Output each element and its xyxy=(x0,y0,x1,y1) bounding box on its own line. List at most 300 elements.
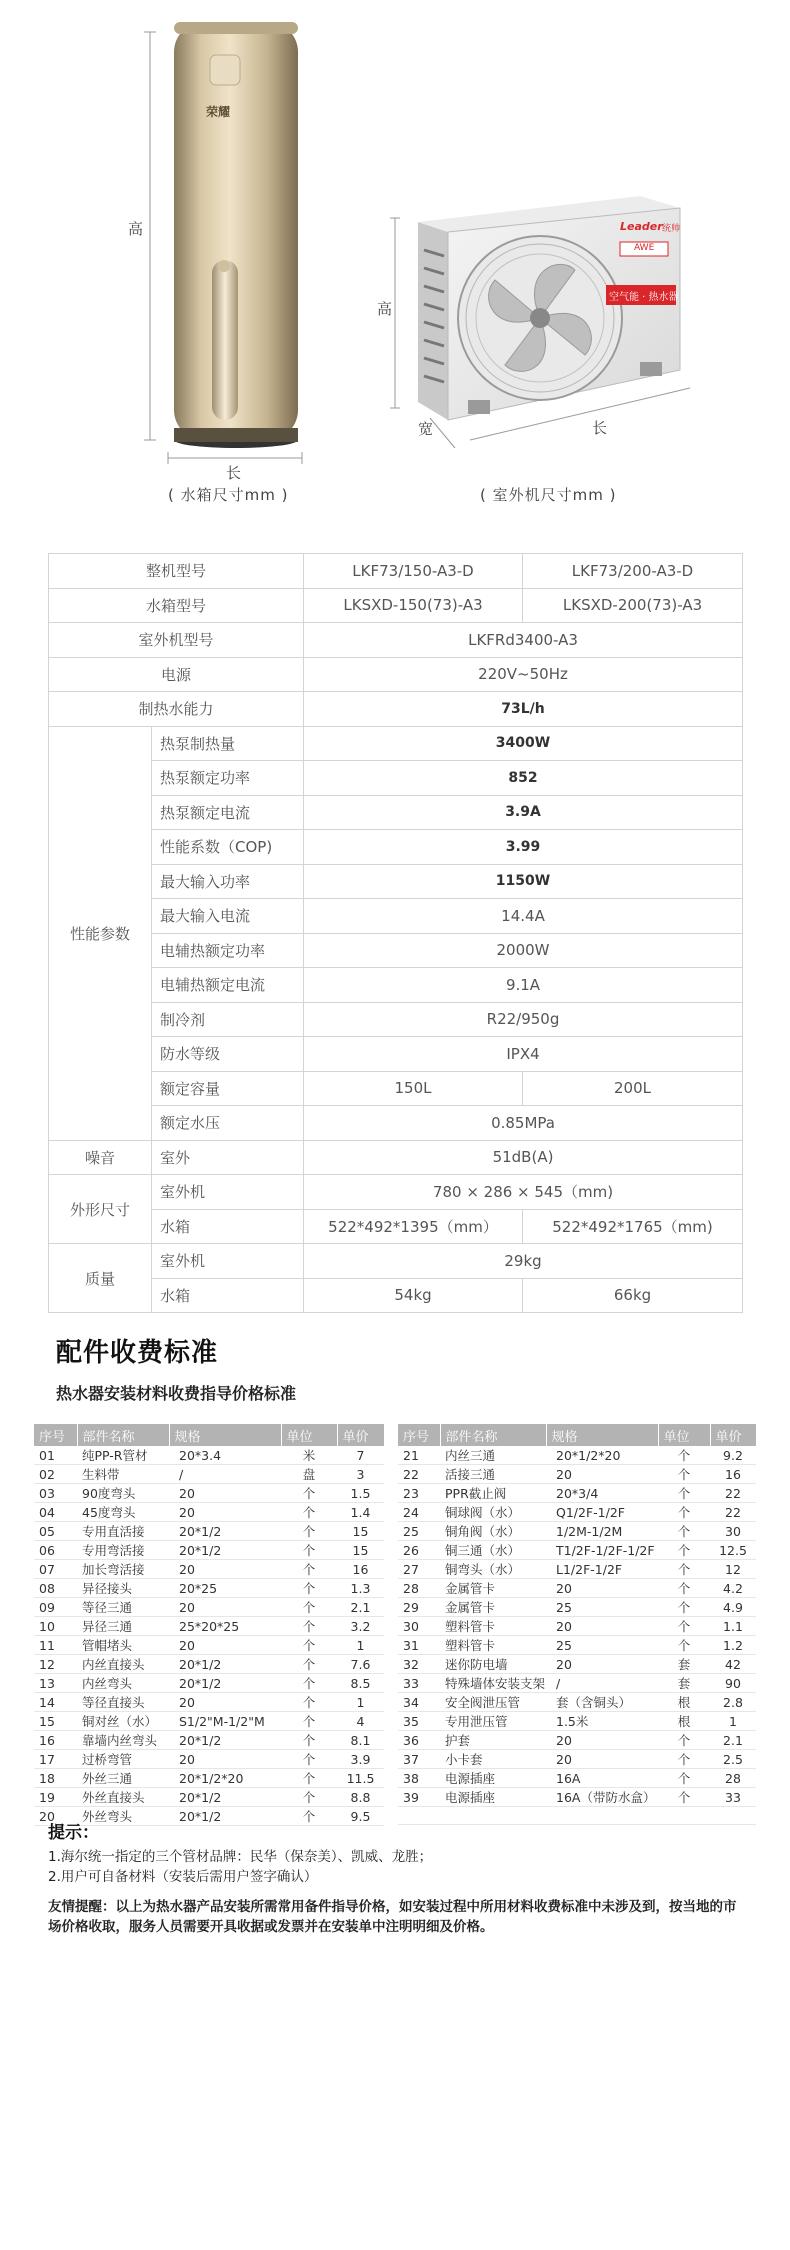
table-row xyxy=(34,1560,384,1579)
part-no: 11 xyxy=(34,1636,77,1655)
table-row xyxy=(398,1617,756,1636)
part-unit: 个 xyxy=(658,1788,710,1807)
parts-table-right xyxy=(398,1424,757,1825)
header-cell: 单价 xyxy=(337,1424,384,1446)
part-price: 15 xyxy=(337,1522,384,1541)
table-row xyxy=(398,1769,756,1788)
table-row xyxy=(34,1750,384,1769)
table-row xyxy=(34,1674,384,1693)
part-unit: 根 xyxy=(658,1712,710,1731)
part-price: 30 xyxy=(710,1522,756,1541)
part-no: 33 xyxy=(398,1674,440,1693)
perf-value: 3.9A xyxy=(304,795,743,830)
mass-tank-label: 水箱 xyxy=(152,1278,304,1313)
size-tank-2: 522*492*1765（mm) xyxy=(523,1209,743,1244)
part-no: 21 xyxy=(398,1446,440,1465)
perf-value: 9.1A xyxy=(304,968,743,1003)
part-no: 09 xyxy=(34,1598,77,1617)
accessories-title: 配件收费标准 xyxy=(56,1338,219,1368)
part-name: 铜三通（水） xyxy=(440,1541,546,1560)
perf-value: IPX4 xyxy=(304,1037,743,1072)
part-name: 内丝三通 xyxy=(440,1446,546,1465)
part-spec: 20 xyxy=(169,1636,281,1655)
table-row xyxy=(398,1636,756,1655)
part-name: 过桥弯管 xyxy=(77,1750,169,1769)
spec-row-water xyxy=(49,692,743,727)
empty-cell xyxy=(546,1807,658,1825)
part-name: 迷你防电墙 xyxy=(440,1655,546,1674)
perf-value: 1150W xyxy=(304,864,743,899)
part-no: 39 xyxy=(398,1788,440,1807)
part-unit: 个 xyxy=(281,1788,337,1807)
part-price: 1.5 xyxy=(337,1484,384,1503)
spec-row-pressure xyxy=(49,1106,743,1141)
part-spec: 20*1/2 xyxy=(169,1807,281,1826)
spec-row-size-outdoor xyxy=(49,1175,743,1210)
part-unit: 个 xyxy=(281,1484,337,1503)
table-row xyxy=(34,1541,384,1560)
table-row xyxy=(34,1655,384,1674)
part-no: 27 xyxy=(398,1560,440,1579)
part-price: 4.9 xyxy=(710,1598,756,1617)
outdoor-width-label: 宽 xyxy=(418,420,434,438)
part-price: 9.5 xyxy=(337,1807,384,1826)
table-row xyxy=(34,1579,384,1598)
part-name: 异径接头 xyxy=(77,1579,169,1598)
header-cell: 单位 xyxy=(281,1424,337,1446)
product-drawing xyxy=(0,0,790,540)
parts-table-header xyxy=(34,1424,384,1446)
table-row xyxy=(398,1484,756,1503)
part-unit: 套 xyxy=(658,1674,710,1693)
part-no: 29 xyxy=(398,1598,440,1617)
part-name: 专用泄压管 xyxy=(440,1712,546,1731)
part-price: 2.1 xyxy=(710,1731,756,1750)
part-unit: 个 xyxy=(281,1693,337,1712)
part-unit: 个 xyxy=(658,1541,710,1560)
part-name: 外丝三通 xyxy=(77,1769,169,1788)
part-name: 塑料管卡 xyxy=(440,1636,546,1655)
part-spec: 20 xyxy=(169,1693,281,1712)
part-spec: 20 xyxy=(546,1655,658,1674)
tank-model-2: LKSXD-200(73)-A3 xyxy=(523,588,743,623)
part-unit: 根 xyxy=(658,1693,710,1712)
perf-value: 852 xyxy=(304,761,743,796)
part-no: 13 xyxy=(34,1674,77,1693)
part-no: 26 xyxy=(398,1541,440,1560)
part-name: 电源插座 xyxy=(440,1788,546,1807)
water-label: 制热水能力 xyxy=(49,692,304,727)
part-no: 04 xyxy=(34,1503,77,1522)
part-spec: 套（含铜头） xyxy=(546,1693,658,1712)
part-unit: 个 xyxy=(281,1617,337,1636)
part-spec: 20 xyxy=(546,1731,658,1750)
header-cell: 规格 xyxy=(546,1424,658,1446)
outdoor-model-label: 室外机型号 xyxy=(49,623,304,658)
spec-table xyxy=(48,553,743,1313)
part-spec: 16A（带防水盒） xyxy=(546,1788,658,1807)
part-price: 1 xyxy=(337,1693,384,1712)
water-value: 73L/h xyxy=(304,692,743,727)
part-unit: 个 xyxy=(658,1560,710,1579)
part-price: 11.5 xyxy=(337,1769,384,1788)
part-no: 38 xyxy=(398,1769,440,1788)
part-unit: 个 xyxy=(281,1750,337,1769)
part-spec: 20*1/2 xyxy=(169,1522,281,1541)
outdoor-brand-cn: 统帅 xyxy=(662,224,681,234)
part-spec: S1/2"M-1/2"M xyxy=(169,1712,281,1731)
tips-title: 提示： xyxy=(48,1823,99,1843)
size-outdoor-value: 780 × 286 × 545（mm) xyxy=(304,1175,743,1210)
table-row xyxy=(34,1484,384,1503)
empty-cell xyxy=(440,1807,546,1825)
part-no: 06 xyxy=(34,1541,77,1560)
header-cell: 规格 xyxy=(169,1424,281,1446)
spec-row-perf xyxy=(49,761,743,796)
part-name: 活接三通 xyxy=(440,1465,546,1484)
capacity-2: 200L xyxy=(523,1071,743,1106)
table-row xyxy=(34,1617,384,1636)
part-spec: Q1/2F-1/2F xyxy=(546,1503,658,1522)
table-row xyxy=(398,1465,756,1484)
part-name: 纯PP-R管材 xyxy=(77,1446,169,1465)
table-row xyxy=(398,1731,756,1750)
part-no: 12 xyxy=(34,1655,77,1674)
accessories-subtitle: 热水器安装材料收费指导价格标准 xyxy=(56,1384,297,1403)
table-row xyxy=(34,1693,384,1712)
part-spec: / xyxy=(169,1465,281,1484)
perf-value: 14.4A xyxy=(304,899,743,934)
model-1: LKF73/150-A3-D xyxy=(304,554,523,589)
part-no: 16 xyxy=(34,1731,77,1750)
part-spec: / xyxy=(546,1674,658,1693)
part-no: 18 xyxy=(34,1769,77,1788)
header-cell: 单位 xyxy=(658,1424,710,1446)
part-no: 08 xyxy=(34,1579,77,1598)
table-row xyxy=(34,1788,384,1807)
table-row xyxy=(34,1598,384,1617)
part-no: 36 xyxy=(398,1731,440,1750)
part-no: 01 xyxy=(34,1446,77,1465)
part-no: 37 xyxy=(398,1750,440,1769)
capacity-1: 150L xyxy=(304,1071,523,1106)
size-outdoor-label: 室外机 xyxy=(152,1175,304,1210)
part-name: PPR截止阀 xyxy=(440,1484,546,1503)
part-price: 1.3 xyxy=(337,1579,384,1598)
part-no: 07 xyxy=(34,1560,77,1579)
part-price: 1.1 xyxy=(710,1617,756,1636)
part-no: 32 xyxy=(398,1655,440,1674)
spec-row-mass-tank xyxy=(49,1278,743,1313)
part-name: 靠墙内丝弯头 xyxy=(77,1731,169,1750)
part-no: 28 xyxy=(398,1579,440,1598)
part-spec: 20*25 xyxy=(169,1579,281,1598)
part-name: 专用弯活接 xyxy=(77,1541,169,1560)
part-price: 1 xyxy=(337,1636,384,1655)
perf-label: 电辅热额定电流 xyxy=(152,968,304,1003)
part-spec: 25*20*25 xyxy=(169,1617,281,1636)
part-no: 34 xyxy=(398,1693,440,1712)
header-cell: 部件名称 xyxy=(77,1424,169,1446)
spec-row-perf xyxy=(49,864,743,899)
part-unit: 个 xyxy=(281,1541,337,1560)
part-no: 14 xyxy=(34,1693,77,1712)
part-price: 3 xyxy=(337,1465,384,1484)
outdoor-height-label: 高 xyxy=(377,300,393,318)
part-spec: 20*3.4 xyxy=(169,1446,281,1465)
parts-table-left xyxy=(34,1424,385,1826)
tip-line-1: 1.海尔统一指定的三个管材品牌：民华（保奈美）、凯威、龙胜； xyxy=(48,1849,433,1865)
table-row-empty xyxy=(398,1807,756,1825)
part-price: 90 xyxy=(710,1674,756,1693)
part-unit: 个 xyxy=(658,1484,710,1503)
part-no: 35 xyxy=(398,1712,440,1731)
part-no: 22 xyxy=(398,1465,440,1484)
spec-row-perf xyxy=(49,899,743,934)
part-name: 护套 xyxy=(440,1731,546,1750)
part-spec: 20*3/4 xyxy=(546,1484,658,1503)
part-no: 05 xyxy=(34,1522,77,1541)
perf-label: 防水等级 xyxy=(152,1037,304,1072)
part-no: 17 xyxy=(34,1750,77,1769)
part-no: 20 xyxy=(34,1807,77,1826)
part-name: 等径直接头 xyxy=(77,1693,169,1712)
noise-value: 51dB(A) xyxy=(304,1140,743,1175)
outdoor-model: LKFRd3400-A3 xyxy=(304,623,743,658)
part-unit: 个 xyxy=(658,1731,710,1750)
part-name: 塑料管卡 xyxy=(440,1617,546,1636)
part-price: 9.2 xyxy=(710,1446,756,1465)
part-spec: 20 xyxy=(169,1598,281,1617)
perf-label: 性能系数（COP) xyxy=(152,830,304,865)
part-spec: 1/2M-1/2M xyxy=(546,1522,658,1541)
part-no: 19 xyxy=(34,1788,77,1807)
part-unit: 个 xyxy=(281,1807,337,1826)
part-unit: 个 xyxy=(281,1560,337,1579)
part-name: 外丝弯头 xyxy=(77,1807,169,1826)
spec-row-noise xyxy=(49,1140,743,1175)
part-unit: 个 xyxy=(281,1769,337,1788)
spec-row-perf xyxy=(49,968,743,1003)
part-price: 4.2 xyxy=(710,1579,756,1598)
empty-cell xyxy=(398,1807,440,1825)
part-unit: 个 xyxy=(658,1769,710,1788)
part-price: 4 xyxy=(337,1712,384,1731)
mass-outdoor-label: 室外机 xyxy=(152,1244,304,1279)
table-row xyxy=(34,1522,384,1541)
part-name: 90度弯头 xyxy=(77,1484,169,1503)
perf-label: 最大输入电流 xyxy=(152,899,304,934)
part-unit: 个 xyxy=(281,1503,337,1522)
header-cell: 序号 xyxy=(34,1424,77,1446)
part-unit: 套 xyxy=(658,1655,710,1674)
part-spec: 20 xyxy=(169,1503,281,1522)
part-price: 42 xyxy=(710,1655,756,1674)
part-price: 1.2 xyxy=(710,1636,756,1655)
spec-row-perf xyxy=(49,726,743,761)
perf-label: 最大输入功率 xyxy=(152,864,304,899)
part-price: 1.4 xyxy=(337,1503,384,1522)
table-row xyxy=(398,1693,756,1712)
part-spec: 20 xyxy=(546,1617,658,1636)
mass-tank-2: 66kg xyxy=(523,1278,743,1313)
part-name: 外丝直接头 xyxy=(77,1788,169,1807)
part-name: 安全阀泄压管 xyxy=(440,1693,546,1712)
part-price: 22 xyxy=(710,1503,756,1522)
part-name: 内丝弯头 xyxy=(77,1674,169,1693)
part-unit: 个 xyxy=(281,1636,337,1655)
part-name: 金属管卡 xyxy=(440,1598,546,1617)
part-name: 铜对丝（水） xyxy=(77,1712,169,1731)
part-spec: 25 xyxy=(546,1598,658,1617)
part-unit: 个 xyxy=(658,1522,710,1541)
part-unit: 个 xyxy=(658,1503,710,1522)
part-name: 加长弯活接 xyxy=(77,1560,169,1579)
part-price: 28 xyxy=(710,1769,756,1788)
part-price: 8.1 xyxy=(337,1731,384,1750)
table-row xyxy=(398,1503,756,1522)
empty-cell xyxy=(658,1807,710,1825)
part-spec: L1/2F-1/2F xyxy=(546,1560,658,1579)
part-name: 特殊墙体安装支架 xyxy=(440,1674,546,1693)
part-price: 2.1 xyxy=(337,1598,384,1617)
table-row xyxy=(398,1788,756,1807)
parts-table-header xyxy=(398,1424,756,1446)
pressure-label: 额定水压 xyxy=(152,1106,304,1141)
table-row xyxy=(398,1560,756,1579)
power-value: 220V~50Hz xyxy=(304,657,743,692)
part-name: 生料带 xyxy=(77,1465,169,1484)
perf-value: 3.99 xyxy=(304,830,743,865)
part-price: 8.8 xyxy=(337,1788,384,1807)
table-row xyxy=(398,1655,756,1674)
part-no: 31 xyxy=(398,1636,440,1655)
water-tank-image xyxy=(174,22,298,448)
spec-row-tank-model xyxy=(49,588,743,623)
part-no: 15 xyxy=(34,1712,77,1731)
part-spec: 20*1/2 xyxy=(169,1674,281,1693)
spec-row-perf xyxy=(49,1002,743,1037)
perf-label: 热泵额定电流 xyxy=(152,795,304,830)
part-price: 22 xyxy=(710,1484,756,1503)
table-row xyxy=(398,1598,756,1617)
outdoor-length-label: 长 xyxy=(592,419,608,437)
header-cell: 部件名称 xyxy=(440,1424,546,1446)
part-spec: 20 xyxy=(169,1484,281,1503)
spec-row-capacity xyxy=(49,1071,743,1106)
part-price: 33 xyxy=(710,1788,756,1807)
part-name: 铜弯头（水） xyxy=(440,1560,546,1579)
part-name: 异径三通 xyxy=(77,1617,169,1636)
spec-row-model xyxy=(49,554,743,589)
part-spec: 20*1/2*20 xyxy=(546,1446,658,1465)
tank-length-label: 长 xyxy=(226,464,242,482)
part-unit: 个 xyxy=(281,1522,337,1541)
perf-label: 电辅热额定功率 xyxy=(152,933,304,968)
part-name: 专用直活接 xyxy=(77,1522,169,1541)
part-unit: 个 xyxy=(658,1598,710,1617)
table-row xyxy=(34,1712,384,1731)
part-spec: 20*1/2 xyxy=(169,1788,281,1807)
part-spec: 20 xyxy=(546,1579,658,1598)
part-price: 3.2 xyxy=(337,1617,384,1636)
part-unit: 个 xyxy=(658,1446,710,1465)
table-row xyxy=(398,1712,756,1731)
part-price: 3.9 xyxy=(337,1750,384,1769)
table-row xyxy=(34,1503,384,1522)
spec-row-mass-outdoor xyxy=(49,1244,743,1279)
table-row xyxy=(398,1750,756,1769)
part-unit: 个 xyxy=(658,1636,710,1655)
part-unit: 米 xyxy=(281,1446,337,1465)
spec-row-perf xyxy=(49,795,743,830)
part-price: 8.5 xyxy=(337,1674,384,1693)
part-unit: 个 xyxy=(658,1617,710,1636)
tip-line-2: 2.用户可自备材料（安装后需用户签字确认） xyxy=(48,1869,318,1885)
part-price: 2.8 xyxy=(710,1693,756,1712)
part-name: 金属管卡 xyxy=(440,1579,546,1598)
perf-label: 制冷剂 xyxy=(152,1002,304,1037)
perf-label: 热泵额定功率 xyxy=(152,761,304,796)
table-row xyxy=(398,1541,756,1560)
part-price: 7 xyxy=(337,1446,384,1465)
part-no: 30 xyxy=(398,1617,440,1636)
outdoor-badge: AWE xyxy=(634,243,655,253)
part-price: 2.5 xyxy=(710,1750,756,1769)
spec-row-perf xyxy=(49,830,743,865)
noise-group-label: 噪音 xyxy=(49,1140,152,1175)
empty-cell xyxy=(710,1807,756,1825)
friendly-reminder: 友情提醒：以上为热水器产品安装所需常用备件指导价格，如安装过程中所用材料收费标准中未涉及到，按当地的市场价格收取，服务人员需要开具收据或发票并在安装单中注明明细及价格。 xyxy=(48,1899,737,1935)
perf-group-label: 性能参数 xyxy=(49,726,152,1140)
part-price: 16 xyxy=(710,1465,756,1484)
spec-row-outdoor-model xyxy=(49,623,743,658)
part-unit: 个 xyxy=(281,1731,337,1750)
part-price: 12 xyxy=(710,1560,756,1579)
part-unit: 个 xyxy=(658,1579,710,1598)
part-spec: 20 xyxy=(546,1465,658,1484)
mass-outdoor-value: 29kg xyxy=(304,1244,743,1279)
spec-row-perf xyxy=(49,1037,743,1072)
part-unit: 个 xyxy=(281,1674,337,1693)
perf-value: R22/950g xyxy=(304,1002,743,1037)
part-price: 1 xyxy=(710,1712,756,1731)
part-spec: 20 xyxy=(169,1560,281,1579)
part-name: 铜角阀（水） xyxy=(440,1522,546,1541)
size-tank-1: 522*492*1395（mm） xyxy=(304,1209,523,1244)
part-name: 等径三通 xyxy=(77,1598,169,1617)
part-name: 电源插座 xyxy=(440,1769,546,1788)
table-row xyxy=(34,1465,384,1484)
size-group-label: 外形尺寸 xyxy=(49,1175,152,1244)
part-spec: 1.5米 xyxy=(546,1712,658,1731)
part-unit: 个 xyxy=(281,1655,337,1674)
spec-row-perf xyxy=(49,933,743,968)
part-spec: 20*1/2 xyxy=(169,1731,281,1750)
part-no: 02 xyxy=(34,1465,77,1484)
part-spec: 20*1/2*20 xyxy=(169,1769,281,1788)
part-price: 12.5 xyxy=(710,1541,756,1560)
outdoor-caption: ( 室外机尺寸mm ) xyxy=(480,486,617,504)
mass-tank-1: 54kg xyxy=(304,1278,523,1313)
power-label: 电源 xyxy=(49,657,304,692)
outdoor-sticker: 空气能 · 热水器 xyxy=(609,292,679,303)
part-name: 管帽堵头 xyxy=(77,1636,169,1655)
spec-row-size-tank xyxy=(49,1209,743,1244)
mass-group-label: 质量 xyxy=(49,1244,152,1313)
table-row xyxy=(34,1636,384,1655)
part-price: 7.6 xyxy=(337,1655,384,1674)
